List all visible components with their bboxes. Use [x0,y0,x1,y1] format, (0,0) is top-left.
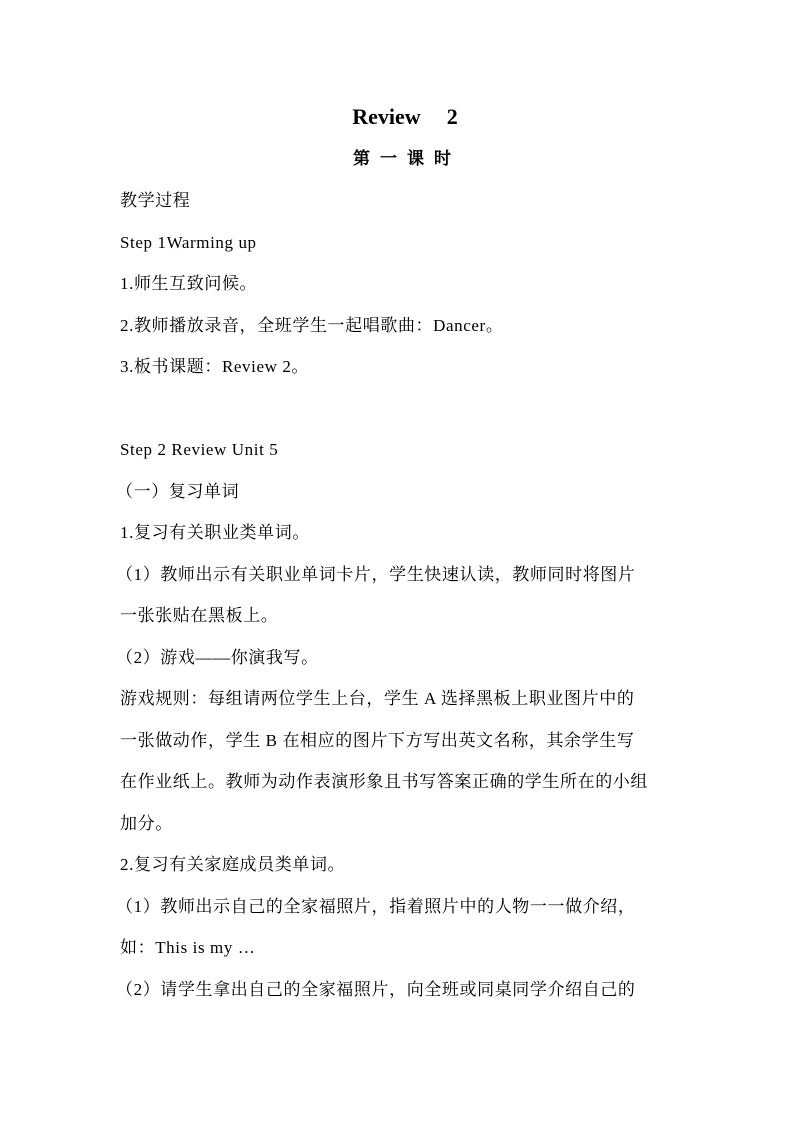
paragraph-line: （2）请学生拿出自己的全家福照片，向全班或同桌同学介绍自己的 [116,980,636,999]
paragraph-line: 在作业纸上。教师为动作表演形象且书写答案正确的学生所在的小组 [120,772,648,791]
paragraph-line: 一张张贴在黑板上。 [120,606,279,625]
section-heading-teaching-process: 教学过程 [120,191,191,210]
paragraph-line: 2.复习有关家庭成员类单词。 [120,855,346,874]
paragraph-line: 一张做动作，学生 B 在相应的图片下方写出英文名称，其余学生写 [120,731,635,750]
title-word: Review [352,104,421,129]
paragraph-line: 3.板书课题：Review 2。 [120,357,310,376]
paragraph-line: 1.复习有关职业类单词。 [120,523,310,542]
step-2-heading: Step 2 Review Unit 5 [120,440,279,459]
paragraph-line: 游戏规则：每组请两位学生上台，学生 A 选择黑板上职业图片中的 [120,689,635,708]
paragraph-line: （1）教师出示有关职业单词卡片，学生快速认读，教师同时将图片 [116,565,636,584]
paragraph-line: （2）游戏——你演我写。 [116,648,319,667]
document-subtitle: 第一课时 [353,149,461,168]
step-1-heading: Step 1Warming up [120,233,257,252]
paragraph-line: 2.教师播放录音，全班学生一起唱歌曲：Dancer。 [120,316,504,335]
paragraph-line: 如：This is my … [120,938,256,957]
document-title [0,102,794,132]
title-number: 2 [446,104,458,129]
paragraph-line: 1.师生互致问候。 [120,274,258,293]
paragraph-line: （1）教师出示自己的全家福照片，指着照片中的人物一一做介绍， [116,897,636,916]
paragraph-line: 加分。 [120,814,173,833]
subsection-heading: （一）复习单词 [116,482,240,501]
